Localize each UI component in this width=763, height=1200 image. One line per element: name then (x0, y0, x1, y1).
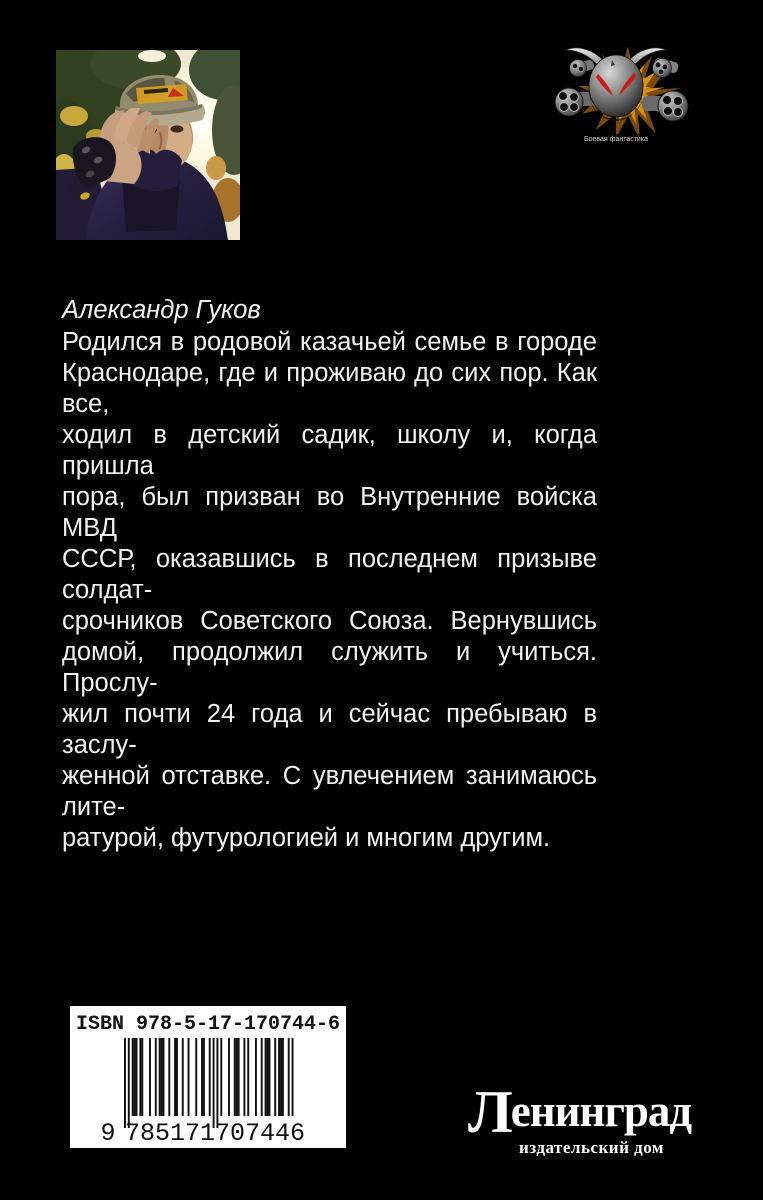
bio-line: женной отставке. С увлечением занимаюсь лите- (62, 762, 597, 821)
publisher-subtitle: издательский дом (519, 1138, 664, 1157)
barcode-bars (124, 1038, 294, 1128)
bio-block (62, 295, 597, 854)
ean13-barcode (70, 1038, 346, 1146)
series-caption: Боевая фантастика (584, 136, 648, 143)
bio-line: ратурой, футурологией и многим другим. (62, 824, 551, 852)
isbn-block (70, 1006, 346, 1148)
bio-line: домой, продолжил служить и учиться. Прослу- (62, 638, 597, 697)
bio-line: СССР, оказавшись в последнем призыве солдат- (62, 545, 597, 604)
bio-line: Краснодаре, где и проживаю до сих пор. Как все, (62, 359, 597, 418)
bio-line: срочников Советского Союза. Вернувшись (62, 607, 597, 635)
publisher-initial: Л (468, 1079, 511, 1145)
author-photo-illustration (56, 50, 240, 240)
author-name: Александр Гуков (62, 296, 261, 324)
bio-line: жил почти 24 года и сейчас пребываю в заслу- (62, 700, 597, 759)
series-logo (542, 40, 706, 148)
bio-line: Родился в родовой казачьей семье в городе (62, 328, 597, 356)
publisher-logo (468, 1079, 692, 1157)
bio-line: ходил в детский садик, школу и, когда пришла (62, 421, 597, 480)
ean13-digits-left: 785171 (124, 1119, 216, 1146)
ean13-digits-right: 707446 (214, 1119, 306, 1146)
series-logo-art (542, 40, 706, 148)
ean13-digit-first: 9 (100, 1119, 116, 1146)
isbn-number: ISBN 978-5-17-170744-6 (75, 1013, 341, 1036)
bio-line: пора, был призван во Внутренние войска МВД (62, 483, 597, 542)
publisher-name (468, 1079, 692, 1145)
author-photo (56, 50, 240, 240)
bio-text (62, 327, 597, 854)
publisher-rest: енинград (510, 1086, 692, 1136)
